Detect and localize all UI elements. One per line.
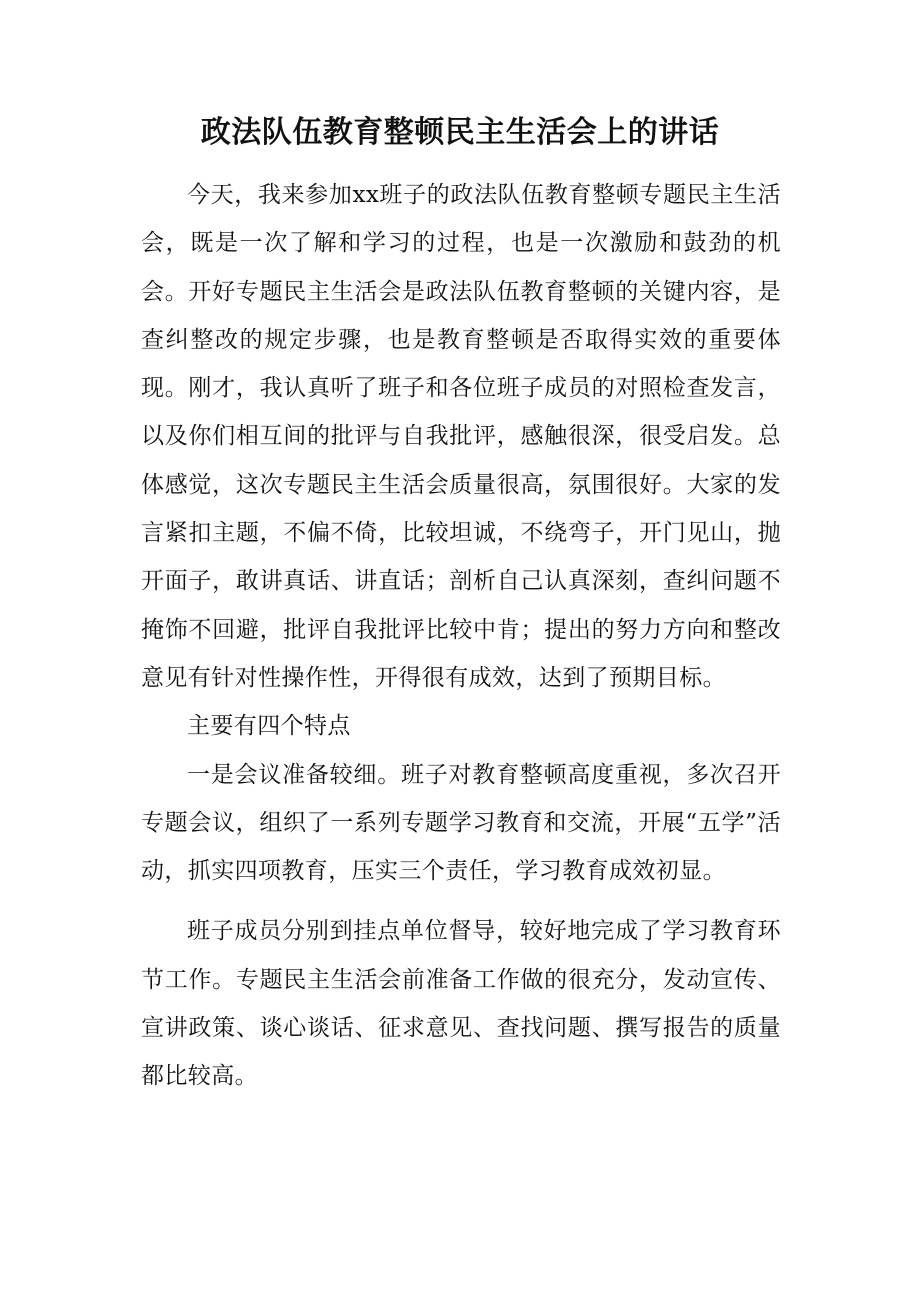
paragraph-opening: 今天，我来参加xx班子的政法队伍教育整顿专题民主生活会，既是一次了解和学习的过程，也是一次激励和鼓劲的机会。开好专题民主生活会是政法队伍教育整顿的关键内容，是查纠整改的规定步骤，也是教育整顿是否取得实效的重要体现。刚才，我认真听了班子和各位班子成员的对照检查发言，以及你们相互间的批评与自我批评，感触很深，很受启发。总体感觉，这次专题民主生活会质量很高，氛围很好。大家的发言紧扣主题，不偏不倚，比较坦诚，不绕弯子，开门见山，抛开面子，敢讲真话、讲直话；剖析自己认真深刻，查纠问题不掩饰不回避，批评自我批评比较中肯；提出的努力方向和整改意见有针对性操作性，开得很有成效，达到了预期目标。 bbox=[141, 182, 781, 691]
paragraph-four-features: 主要有四个特点 bbox=[187, 713, 351, 740]
paragraph-supervision: 班子成员分别到挂点单位督导，较好地完成了学习教育环节工作。专题民主生活会前准备工作做的很充分，发动宣传、宣讲政策、谈心谈话、征求意见、查找问题、撰写报告的质量都比较高。 bbox=[141, 918, 781, 1090]
document-title: 政法队伍教育整顿民主生活会上的讲话 bbox=[200, 115, 720, 150]
document-body bbox=[141, 171, 781, 1101]
paragraph-feature-one: 一是会议准备较细。班子对教育整顿高度重视，多次召开专题会议，组织了一系列专题学习教育和交流，开展“五学”活动，抓实四项教育，压实三个责任，学习教育成效初显。 bbox=[141, 761, 781, 885]
